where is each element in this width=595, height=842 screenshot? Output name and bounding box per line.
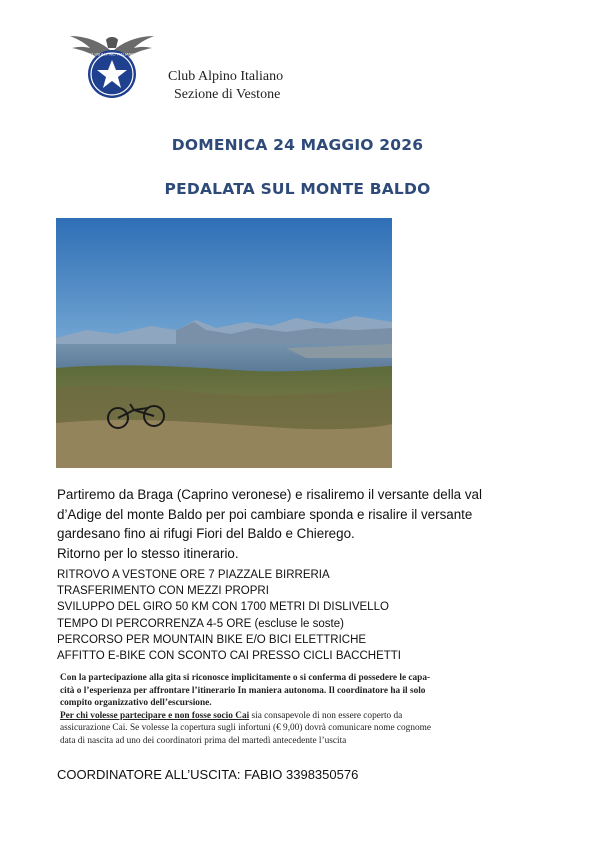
organization-name xyxy=(168,68,283,104)
notice-text: sia consapevole di non essere coperto da xyxy=(249,710,403,721)
mountain-lake-photo xyxy=(56,218,392,468)
cai-logo-icon xyxy=(66,30,158,104)
detail-item: TRASFERIMENTO CON MEZZI PROPRI xyxy=(57,585,269,598)
event-date: DOMENICA 24 MAGGIO 2026 xyxy=(171,136,424,154)
event-title: PEDALATA SUL MONTE BALDO xyxy=(164,180,431,198)
notice-line: cità o l’esperienza per affrontare l’itinerario In maniera autonoma. Il coordinatore ha il solo xyxy=(60,685,426,696)
intro-line: Partiremo da Braga (Caprino veronese) e risaliremo il versante della val xyxy=(57,487,482,502)
intro-text xyxy=(57,485,557,563)
org-line-2: Sezione di Vestone xyxy=(174,87,281,102)
coordinator-contact: COORDINATORE ALL’USCITA: FABIO 3398350576 xyxy=(57,767,359,782)
notice-line: compito organizzativo dell’escursione. xyxy=(60,698,212,708)
non-member-warning: Per chi volesse partecipare e non fosse socio Cai xyxy=(60,710,250,721)
notice-line: Con la partecipazione alla gita si riconosce implicitamente o si conferma di possedere le capa- xyxy=(60,673,431,683)
notice-line xyxy=(60,710,530,723)
intro-line: d’Adige del monte Baldo per poi cambiare sponda e risalire il versante xyxy=(57,506,473,522)
detail-item: SVILUPPO DEL GIRO 50 KM CON 1700 METRI DI DISLIVELLO xyxy=(57,601,389,614)
notice-line: assicurazione Cai. Se volesse la copertura sugli infortuni (€ 9,00) dovrà comunicare nome cognome xyxy=(60,723,431,733)
detail-item: RITROVO A VESTONE ORE 7 PIAZZALE BIRRERIA xyxy=(57,569,330,581)
participation-notice xyxy=(60,672,530,747)
org-line-1: Club Alpino Italiano xyxy=(168,69,284,84)
detail-item: AFFITTO E-BIKE CON SCONTO CAI PRESSO CICLI BACCHETTI xyxy=(57,650,401,663)
trip-details-list xyxy=(57,567,401,664)
svg-text:CLUB ALPINO ITALIANO: CLUB ALPINO ITALIANO xyxy=(89,51,135,57)
intro-line: Ritorno per lo stesso itinerario. xyxy=(57,545,239,561)
detail-item: TEMPO DI PERCORRENZA 4-5 ORE (escluse le soste) xyxy=(57,617,344,630)
notice-line: data di nascita ad uno dei coordinatori prima del martedì antecedente l’uscita xyxy=(60,735,347,746)
detail-item: PERCORSO PER MOUNTAIN BIKE E/O BICI ELETTRICHE xyxy=(57,633,367,646)
intro-line: gardesano fino ai rifugi Fiori del Baldo e Chierego. xyxy=(57,526,355,541)
